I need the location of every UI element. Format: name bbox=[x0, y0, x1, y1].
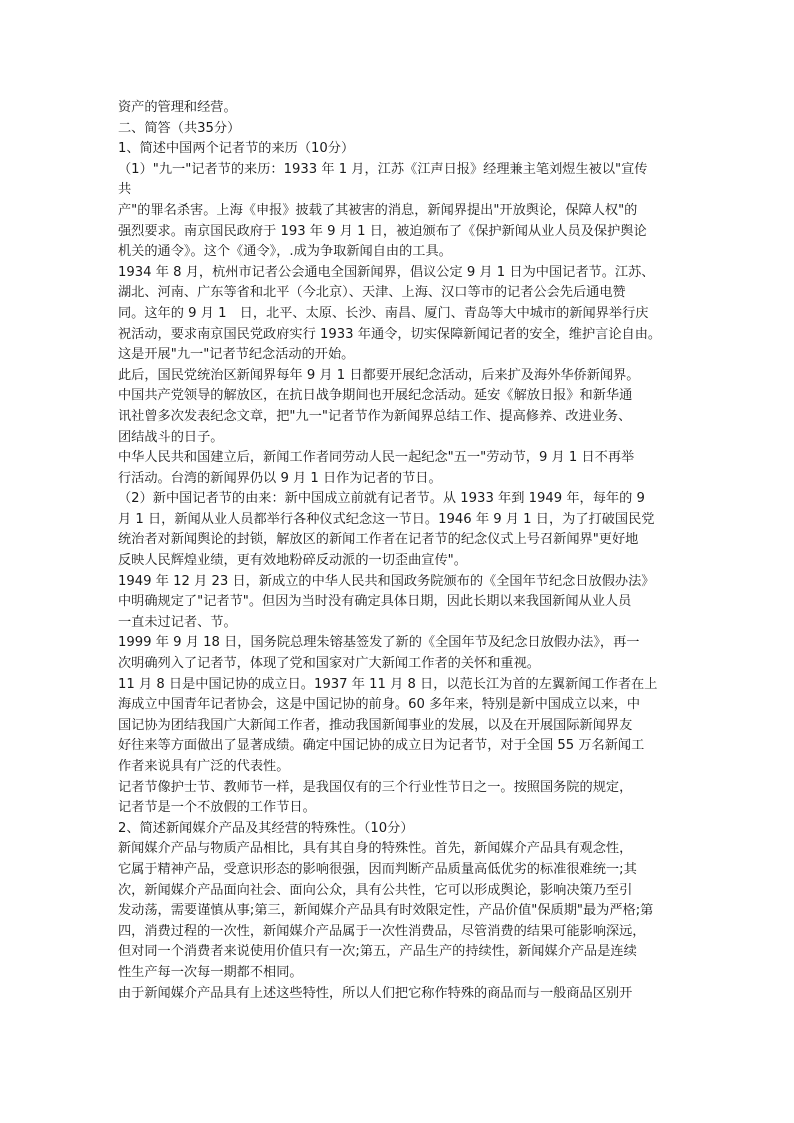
text-line: 中国共产党领导的解放区，在抗日战争期间也开展纪念活动。延安《解放日报》和新华通 bbox=[118, 388, 633, 404]
text-line: 产"的罪名杀害。上海《申报》披载了其被害的消息，新闻界提出"开放舆论，保障人权"的 bbox=[118, 202, 638, 218]
text-line: 作者来说具有广泛的代表性。 bbox=[118, 759, 290, 774]
text-line: （2）新中国记者节的由来：新中国成立前就有记者节。从 1933 年到 1949 年，每年的 9 bbox=[118, 491, 645, 507]
text-line: （1）"九一"记者节的来历：1933 年 1 月，江苏《江声日报》经理兼主笔刘煜生被以"宣传 bbox=[118, 161, 648, 177]
text-line: 团结战斗的日子。 bbox=[118, 429, 224, 445]
text-line: 资产的管理和经营。 bbox=[118, 100, 237, 115]
section-heading: 二、简答（共35分） bbox=[118, 120, 241, 136]
text-line: 新闻媒介产品与物质产品相比，具有其自身的特殊性。首先，新闻媒介产品具有观念性， bbox=[118, 841, 633, 857]
text-line: 好往来等方面做出了显著成绩。确定中国记协的成立日为记者节，对于全国 55 万名新闻工 bbox=[118, 738, 645, 754]
text-line: 统治者对新闻舆论的封锁，解放区的新闻工作者在记者节的纪念仪式上号召新闻界"更好地 bbox=[118, 532, 639, 548]
text-line: 11 月 8 日是中国记协的成立日。1937 年 11 月 8 日，以范长江为首的左翼新闻工作者在上 bbox=[118, 676, 658, 692]
text-line: 祝活动，要求南京国民党政府实行 1933 年通令，切实保障新闻记者的安全，维护言论自由。 bbox=[118, 326, 662, 342]
text-line: 海成立中国青年记者协会，这是中国记协的前身。60 多年来，特别是新中国成立以来，中 bbox=[118, 697, 641, 713]
question-heading: 2、简述新闻媒介产品及其经营的特殊性。（10分） bbox=[118, 820, 414, 836]
text-line: 四，消费过程的一次性，新闻媒介产品属于一次性消费品，尽管消费的结果可能影响深远， bbox=[118, 923, 646, 939]
text-line: 由于新闻媒介产品具有上述这些特性，所以人们把它称作特殊的商品而与一般商品区别开 bbox=[118, 985, 633, 1001]
text-line: 它属于精神产品，受意识形态的影响很强，因而判断产品质量高低优劣的标准很难统一;其 bbox=[118, 861, 637, 877]
text-line: 次，新闻媒介产品面向社会、面向公众，具有公共性，它可以形成舆论，影响决策乃至引 bbox=[118, 882, 633, 898]
text-line: 记者节像护士节、教师节一样，是我国仅有的三个行业性节日之一。按照国务院的规定， bbox=[118, 779, 633, 795]
text-line: 行活动。台湾的新闻界仍以 9 月 1 日作为记者的节日。 bbox=[118, 470, 442, 486]
text-line: 这是开展"九一"记者节纪念活动的开始。 bbox=[118, 347, 355, 363]
text-line: 1999 年 9 月 18 日，国务院总理朱镕基签发了新的《全国年节及纪念日放假办法》，再一 bbox=[118, 635, 640, 651]
text-line: 湖北、河南、广东等省和北平（今北京）、天津、上海、汉口等市的记者公会先后通电赞 bbox=[118, 285, 626, 301]
text-line: 性生产每一次每一期都不相同。 bbox=[118, 964, 303, 980]
text-line: 1934 年 8 月，杭州市记者公会通电全国新闻界，倡议公定 9 月 1 日为中国记者节。江苏、 bbox=[118, 264, 655, 280]
text-line: 但对同一个消费者来说使用价值只有一次;第五，产品生产的持续性，新闻媒介产品是连续 bbox=[118, 944, 637, 960]
text-line: 此后，国民党统治区新闻界每年 9 月 1 日都要开展纪念活动，后来扩及海外华侨新闻界。 bbox=[118, 367, 640, 383]
text-line: 1949 年 12 月 23 日，新成立的中华人民共和国政务院颁布的《全国年节纪念日放假办法》 bbox=[118, 573, 655, 589]
text-line: 中华人民共和国建立后，新闻工作者同劳动人民一起纪念"五一"劳动节，9 月 1 日不再举 bbox=[118, 450, 635, 466]
text-line: 月 1 日，新闻从业人员都举行各种仪式纪念这一节日。1946 年 9 月 1 日，为了打破国民党 bbox=[118, 511, 655, 527]
text-line: 中明确规定了"记者节"。但因为当时没有确定具体日期，因此长期以来我国新闻从业人员 bbox=[118, 594, 632, 610]
text-line: 反映人民辉煌业绩，更有效地粉碎反动派的一切歪曲宣传"。 bbox=[118, 553, 467, 569]
text-line: 共 bbox=[118, 182, 132, 198]
text-line: 同。这年的 9 月 1 日，北平、太原、长沙、南昌、厦门、青岛等大中城市的新闻界举行庆 bbox=[118, 305, 649, 321]
text-line: 记者节是一个不放假的工作节日。 bbox=[118, 800, 316, 816]
text-line: 强烈要求。南京国民政府于 193 年 9 月 1 日，被迫颁布了《保护新闻从业人员及保护舆论 bbox=[118, 223, 647, 239]
document-body bbox=[118, 98, 678, 1004]
question-heading: 1、简述中国两个记者节的来历（10分） bbox=[118, 141, 355, 157]
text-line: 次明确列入了记者节，体现了党和国家对广大新闻工作者的关怀和重视。 bbox=[118, 656, 540, 672]
text-line: 国记协为团结我国广大新闻工作者，推动我国新闻事业的发展，以及在开展国际新闻界友 bbox=[118, 717, 633, 733]
text-line: 机关的通令》。这个《通令》，.成为争取新闻自由的工具。 bbox=[118, 244, 452, 260]
text-line: 讯社曾多次发表纪念文章，把"九一"记者节作为新闻界总结工作、提高修养、改进业务、 bbox=[118, 408, 632, 424]
text-line: 发动荡，需要谨慎从事;第三，新闻媒介产品具有时效限定性，产品价值"保质期"最为严格;第 bbox=[118, 903, 654, 919]
text-line: 一直未过记者、节。 bbox=[118, 614, 237, 630]
